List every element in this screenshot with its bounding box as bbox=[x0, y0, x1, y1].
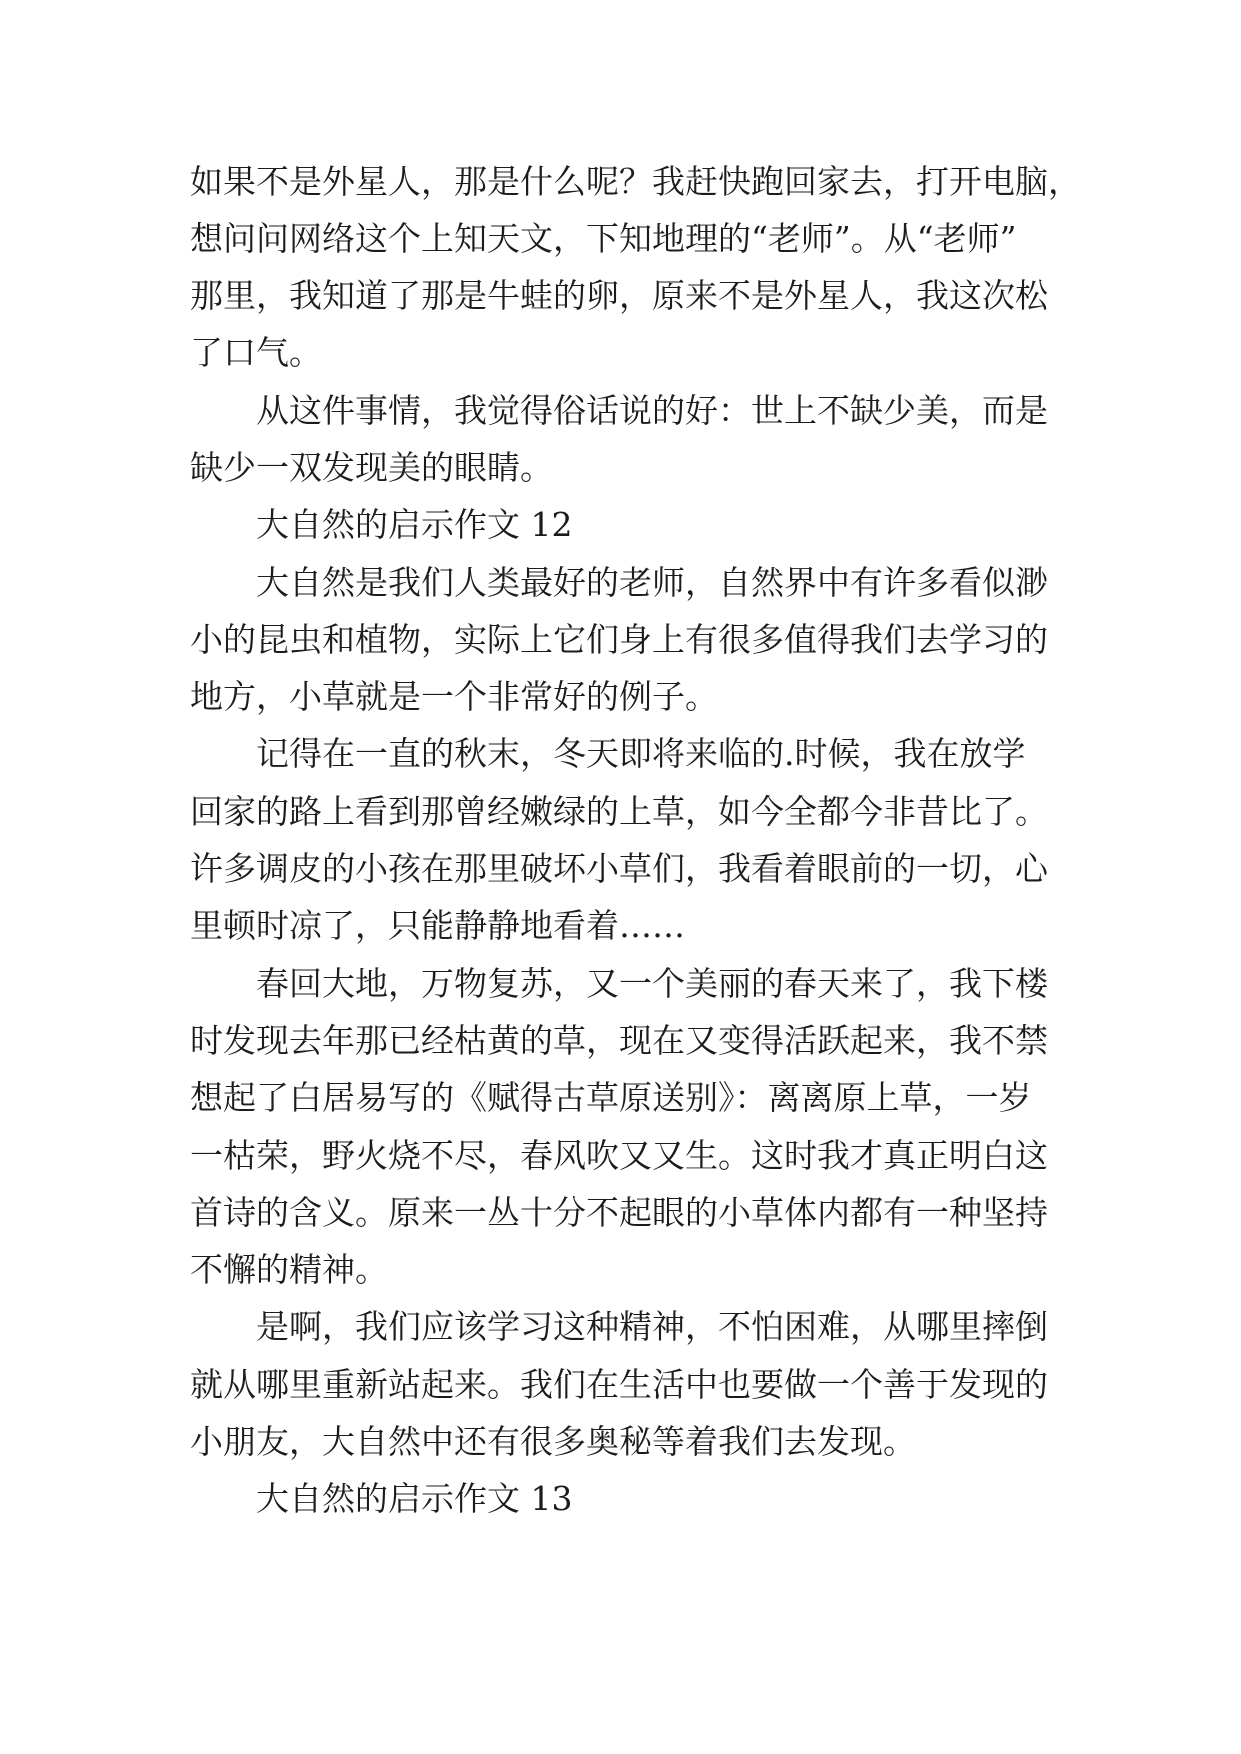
text-line: 想起了白居易写的《赋得古草原送别》：离离原上草，一岁 bbox=[190, 1078, 1032, 1117]
text-line: 小的昆虫和植物，实际上它们身上有很多值得我们去学习的 bbox=[190, 620, 1048, 659]
text-line: 记得在一直的秋末，冬天即将来临的.时候，我在放学 bbox=[256, 734, 1026, 773]
text-line: 如果不是外星人，那是什么呢？我赶快跑回家去，打开电脑， bbox=[190, 162, 1081, 201]
text-line: 时发现去年那已经枯黄的草，现在又变得活跃起来，我不禁 bbox=[190, 1021, 1048, 1060]
text-line: 从这件事情，我觉得俗话说的好：世上不缺少美，而是 bbox=[256, 391, 1048, 430]
section-heading: 大自然的启示作文 12 bbox=[256, 505, 573, 544]
text-line: 缺少一双发现美的眼睛。 bbox=[190, 448, 553, 487]
text-line: 想问问网络这个上知天文，下知地理的“老师”。从“老师” bbox=[190, 219, 1017, 258]
text-line: 是啊，我们应该学习这种精神，不怕困难，从哪里摔倒 bbox=[256, 1307, 1048, 1346]
text-line: 春回大地，万物复苏，又一个美丽的春天来了，我下楼 bbox=[256, 964, 1048, 1003]
text-line: 里顿时凉了，只能静静地看着…… bbox=[190, 906, 685, 945]
text-line: 不懈的精神。 bbox=[190, 1250, 388, 1289]
text-line: 那里，我知道了那是牛蛙的卵，原来不是外星人，我这次松 bbox=[190, 276, 1048, 315]
section-heading: 大自然的启示作文 13 bbox=[256, 1479, 573, 1518]
text-line: 地方，小草就是一个非常好的例子。 bbox=[190, 677, 718, 716]
text-line: 许多调皮的小孩在那里破坏小草们，我看着眼前的一切，心 bbox=[190, 849, 1048, 888]
text-line: 了口气。 bbox=[190, 333, 322, 372]
text-line: 回家的路上看到那曾经嫩绿的上草，如今全都今非昔比了。 bbox=[190, 792, 1048, 831]
text-line: 就从哪里重新站起来。我们在生活中也要做一个善于发现的 bbox=[190, 1365, 1048, 1404]
text-line: 大自然是我们人类最好的老师，自然界中有许多看似渺 bbox=[256, 563, 1048, 602]
text-line: 小朋友，大自然中还有很多奥秘等着我们去发现。 bbox=[190, 1422, 916, 1461]
text-line: 一枯荣，野火烧不尽，春风吹又又生。这时我才真正明白这 bbox=[190, 1136, 1048, 1175]
text-line: 首诗的含义。原来一丛十分不起眼的小草体内都有一种坚持 bbox=[190, 1193, 1048, 1232]
